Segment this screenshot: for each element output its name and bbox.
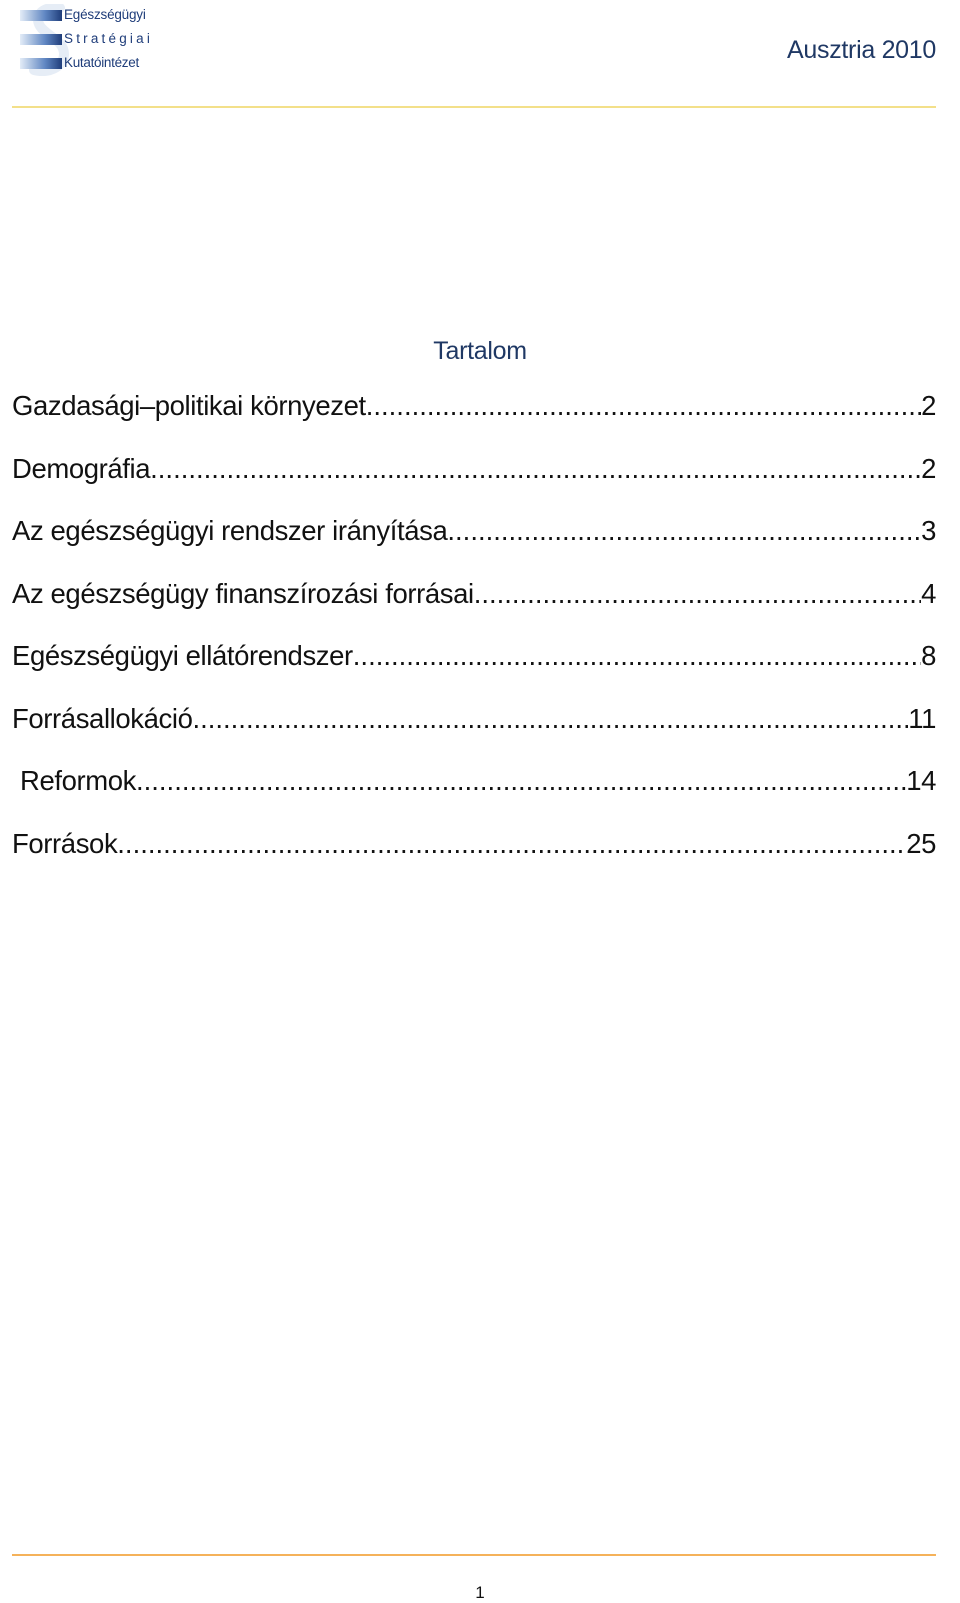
toc-heading: Tartalom	[433, 337, 527, 365]
toc-entry-page: 2	[921, 390, 936, 421]
toc-dot-leader	[192, 703, 908, 735]
toc-dot-leader	[353, 640, 921, 672]
toc-entry-page: 25	[906, 827, 936, 859]
toc-entry-reformok[interactable]	[12, 765, 936, 828]
toc-entry-title: Források	[12, 827, 118, 859]
toc-entry-page: 4	[921, 577, 936, 609]
logo-text-line1: Egészségügyi	[64, 7, 146, 22]
toc-entry-page: 3	[921, 515, 936, 546]
toc-entry-finanszirozasi-forrasai[interactable]	[12, 578, 936, 641]
toc-entry-title: Reformok	[20, 765, 136, 796]
footer-divider	[12, 1554, 936, 1556]
toc-entry-title: Gazdasági–politikai környezet	[12, 390, 366, 421]
page-number: 1	[475, 1583, 485, 1602]
toc-entry-gazdasagi-politikai-kornyezet[interactable]	[12, 390, 936, 453]
table-of-contents	[12, 390, 936, 890]
logo-text-line2: Stratégiai	[64, 31, 154, 46]
toc-entry-title: Forrásallokáció	[12, 702, 193, 734]
toc-entry-title: Az egészségügyi rendszer irányítása	[12, 515, 448, 546]
toc-dot-leader	[447, 515, 921, 547]
toc-entry-page: 2	[921, 452, 936, 484]
toc-entry-title: Egészségügyi ellátórendszer	[12, 640, 353, 671]
toc-entry-page: 14	[906, 765, 936, 796]
toc-entry-page: 11	[908, 702, 936, 734]
toc-entry-ellatorendszer[interactable]	[12, 640, 936, 703]
toc-dot-leader	[150, 453, 921, 485]
toc-dot-leader	[366, 390, 921, 422]
toc-entry-page: 8	[921, 640, 936, 671]
logo-text-line3: Kutatóintézet	[64, 55, 139, 70]
toc-entry-egeszsegugyi-rendszer-iranyitasa[interactable]	[12, 515, 936, 578]
toc-entry-forrasallokacio[interactable]	[12, 703, 936, 766]
institute-logo	[20, 4, 160, 76]
document-header-title: Ausztria 2010	[787, 36, 936, 64]
toc-dot-leader	[474, 578, 921, 610]
header-divider	[12, 106, 936, 108]
toc-entry-demografia[interactable]	[12, 453, 936, 516]
toc-entry-title: Az egészségügy finanszírozási forrásai	[12, 577, 474, 609]
toc-dot-leader	[136, 765, 906, 797]
toc-entry-title: Demográfia	[12, 452, 151, 484]
toc-entry-forrasok[interactable]	[12, 828, 936, 891]
toc-dot-leader	[117, 828, 906, 860]
